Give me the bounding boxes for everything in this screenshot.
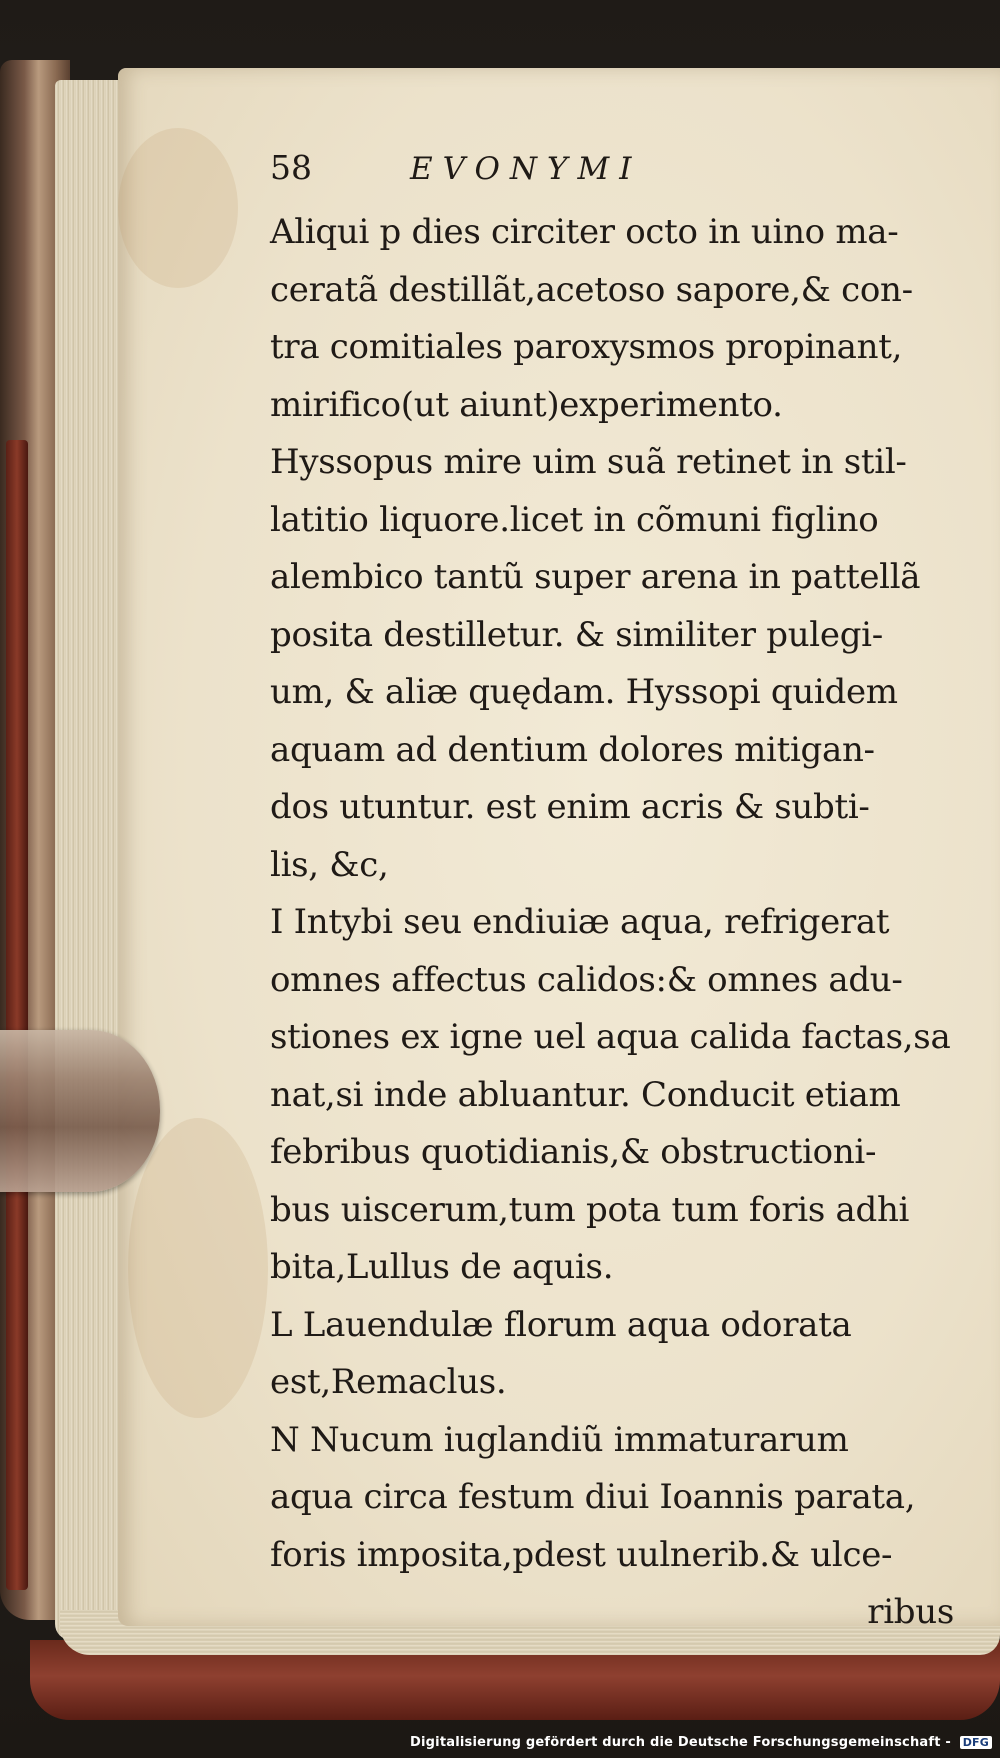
dfg-logo: DFG [960,1736,992,1749]
text-line: L Lauendulæ florum aqua odorata [270,1304,852,1345]
text-line: Hyssopus mire uim suã retinet in stil- [270,442,907,482]
text-line: ceratã destillãt,acetoso sapore,& con- [270,269,913,310]
text-line: aqua circa festum diui Ioannis parata, [270,1477,916,1517]
text-lines [270,204,960,1584]
page-number: 58 [270,148,312,187]
text-line: foris imposita,pdest uulnerib.& ulce- [270,1534,893,1575]
text-line: tra comitiales paroxysmos propinant, [270,327,903,367]
text-line: omnes affectus calidos:& omnes adu- [270,959,903,1000]
text-line: bita,Lullus de aquis. [270,1247,614,1287]
text-line: bus uiscerum,tum pota tum foris adhi [270,1189,910,1230]
text-line: febribus quotidianis,& obstructioni- [270,1132,877,1172]
text-line: nat,si inde abluantur. Conducit etiam [270,1074,901,1115]
text-line: um, & aliæ quędam. Hyssopi quidem [270,672,898,712]
text-line: I Intybi seu endiuiæ aqua, refrigerat [270,902,890,942]
text-line: dos utuntur. est enim acris & subti- [270,787,870,827]
text-line: Aliqui p dies circiter octo in uino ma- [270,212,899,252]
running-head: EVONYMI [410,151,642,187]
catchword: ribus [867,1592,954,1632]
spine-binding-strip [6,440,28,1590]
text-line: mirifico(ut aiunt)experimento. [270,384,783,425]
text-line: stiones ex igne uel aqua calida factas,sa [270,1017,951,1057]
text-line: alembico tantũ super arena in pattellã [270,557,921,597]
text-line: lis, &c, [270,844,389,885]
page-edge-stack [55,80,125,1640]
digitization-credit [410,1735,992,1750]
text-line: aquam ad dentium dolores mitigan- [270,729,875,770]
credit-text: Digitalisierung gefördert durch die Deutsche Forschungsgemeinschaft - [410,1735,951,1750]
page-header [270,148,960,204]
page-stain [118,128,238,288]
bookmark-tab [0,1030,160,1192]
text-line: N Nucum iuglandiũ immaturarum [270,1419,849,1460]
page-text [270,148,960,1642]
text-line: latitio liquore.licet in cõmuni figlino [270,499,879,540]
text-line: est,Remaclus. [270,1362,507,1402]
text-line: posita destilletur. & similiter pulegi- [270,614,883,655]
page-stain [128,1118,268,1418]
